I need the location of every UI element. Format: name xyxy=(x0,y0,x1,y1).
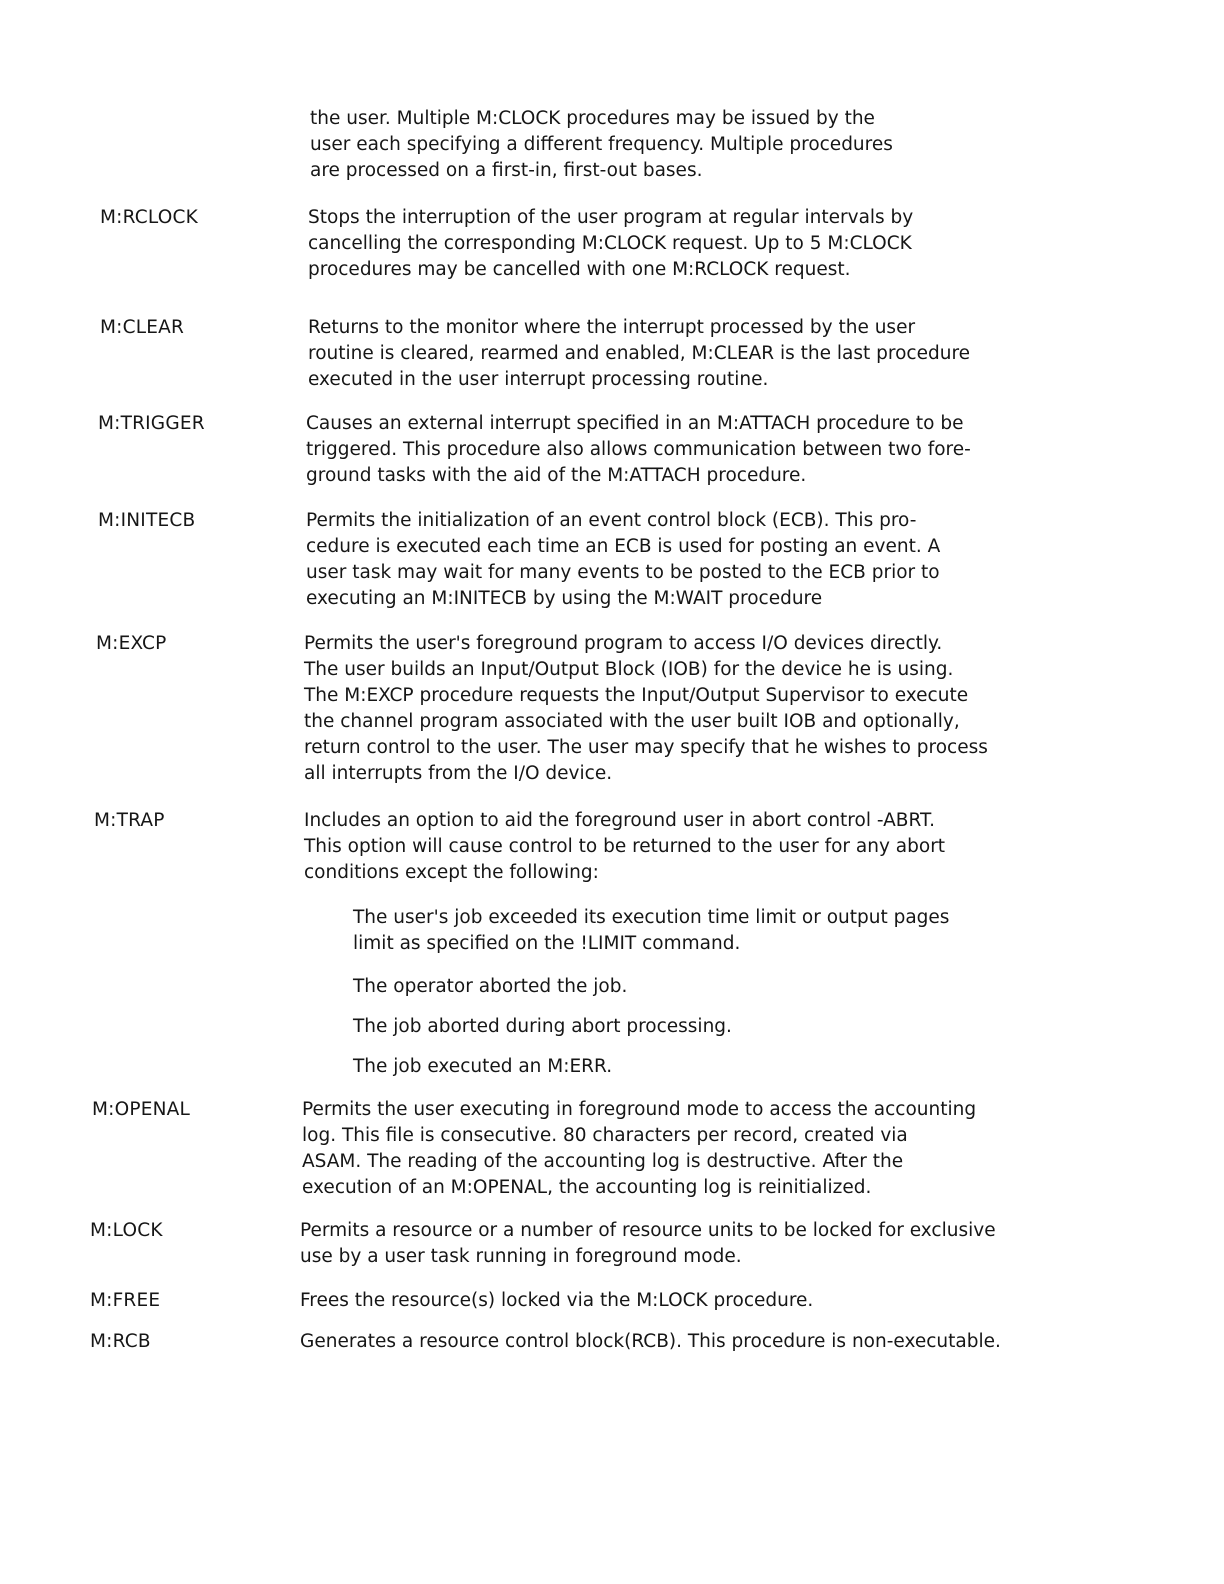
text-line: log. This file is consecutive. 80 characters per record, created via xyxy=(302,1125,908,1146)
trap-condition-item xyxy=(353,974,1073,1000)
entry-term: M:RCB xyxy=(90,1331,151,1352)
text-line: triggered. This procedure also allows communication between two fore- xyxy=(306,439,971,460)
text-line: Permits the user executing in foreground mode to access the accounting xyxy=(302,1099,977,1120)
text-line: use by a user task running in foreground mode. xyxy=(300,1246,742,1267)
entry-description xyxy=(300,1288,1082,1314)
text-line: Permits the user's foreground program to access I/O devices directly. xyxy=(304,633,943,654)
entry-description xyxy=(308,315,1090,393)
text-line: cedure is executed each time an ECB is used for posting an event. A xyxy=(306,536,941,557)
text-line: routine is cleared, rearmed and enabled, M:CLEAR is the last procedure xyxy=(308,343,971,364)
entry-term: M:LOCK xyxy=(90,1220,163,1241)
entry-description xyxy=(306,508,1088,612)
text-line: The operator aborted the job. xyxy=(353,976,628,997)
text-line: Includes an option to aid the foreground user in abort control -ABRT. xyxy=(304,810,935,831)
text-line: user each specifying a different frequency. Multiple procedures xyxy=(310,134,893,155)
entry-description xyxy=(302,1097,1084,1201)
entry-term: M:EXCP xyxy=(96,633,167,654)
text-line: executed in the user interrupt processing routine. xyxy=(308,369,769,390)
entry-term: M:CLEAR xyxy=(100,317,185,338)
trap-condition-item xyxy=(353,1014,1073,1040)
text-line: user task may wait for many events to be posted to the ECB prior to xyxy=(306,562,940,583)
text-line: Frees the resource(s) locked via the M:LOCK procedure. xyxy=(300,1290,814,1311)
text-line: limit as specified on the !LIMIT command. xyxy=(353,933,741,954)
text-line: ASAM. The reading of the accounting log is destructive. After the xyxy=(302,1151,904,1172)
entry-description xyxy=(300,1329,1082,1355)
entry-term: M:FREE xyxy=(90,1290,161,1311)
trap-condition-item xyxy=(353,1054,1073,1080)
text-line: the user. Multiple M:CLOCK procedures may be issued by the xyxy=(310,108,875,129)
entry-term: M:TRAP xyxy=(94,810,165,831)
text-line: are processed on a first-in, first-out bases. xyxy=(310,160,703,181)
text-line: The user builds an Input/Output Block (IOB) for the device he is using. xyxy=(304,659,954,680)
entry-description xyxy=(304,631,1086,787)
entry-description xyxy=(300,1218,1082,1270)
text-line: all interrupts from the I/O device. xyxy=(304,763,613,784)
text-line: The user's job exceeded its execution time limit or output pages xyxy=(353,907,950,928)
intro-text xyxy=(310,106,1092,184)
text-line: The job executed an M:ERR. xyxy=(353,1056,613,1077)
text-line: execution of an M:OPENAL, the accounting log is reinitialized. xyxy=(302,1177,872,1198)
text-line: conditions except the following: xyxy=(304,862,599,883)
text-line: Stops the interruption of the user program at regular intervals by xyxy=(308,207,914,228)
entry-description xyxy=(306,411,1088,489)
text-line: This option will cause control to be returned to the user for any abort xyxy=(304,836,946,857)
text-line: Returns to the monitor where the interrupt processed by the user xyxy=(308,317,916,338)
text-line: return control to the user. The user may specify that he wishes to process xyxy=(304,737,988,758)
entry-term: M:INITECB xyxy=(98,510,196,531)
trap-condition-item xyxy=(353,905,1073,957)
text-line: Causes an external interrupt specified in an M:ATTACH procedure to be xyxy=(306,413,964,434)
text-line: Generates a resource control block(RCB). This procedure is non-executable. xyxy=(300,1331,1001,1352)
text-line: cancelling the corresponding M:CLOCK request. Up to 5 M:CLOCK xyxy=(308,233,912,254)
text-line: The M:EXCP procedure requests the Input/Output Supervisor to execute xyxy=(304,685,969,706)
entry-description xyxy=(308,205,1090,283)
text-line: Permits a resource or a number of resource units to be locked for exclusive xyxy=(300,1220,996,1241)
entry-term: M:OPENAL xyxy=(92,1099,191,1120)
text-line: Permits the initialization of an event control block (ECB). This pro- xyxy=(306,510,917,531)
text-line: the channel program associated with the user built IOB and optionally, xyxy=(304,711,960,732)
entry-term: M:TRIGGER xyxy=(98,413,205,434)
text-line: procedures may be cancelled with one M:RCLOCK request. xyxy=(308,259,851,280)
text-line: executing an M:INITECB by using the M:WAIT procedure xyxy=(306,588,823,609)
text-line: The job aborted during abort processing. xyxy=(353,1016,732,1037)
text-line: ground tasks with the aid of the M:ATTACH procedure. xyxy=(306,465,807,486)
entry-description xyxy=(304,808,1086,886)
entry-term: M:RCLOCK xyxy=(100,207,198,228)
